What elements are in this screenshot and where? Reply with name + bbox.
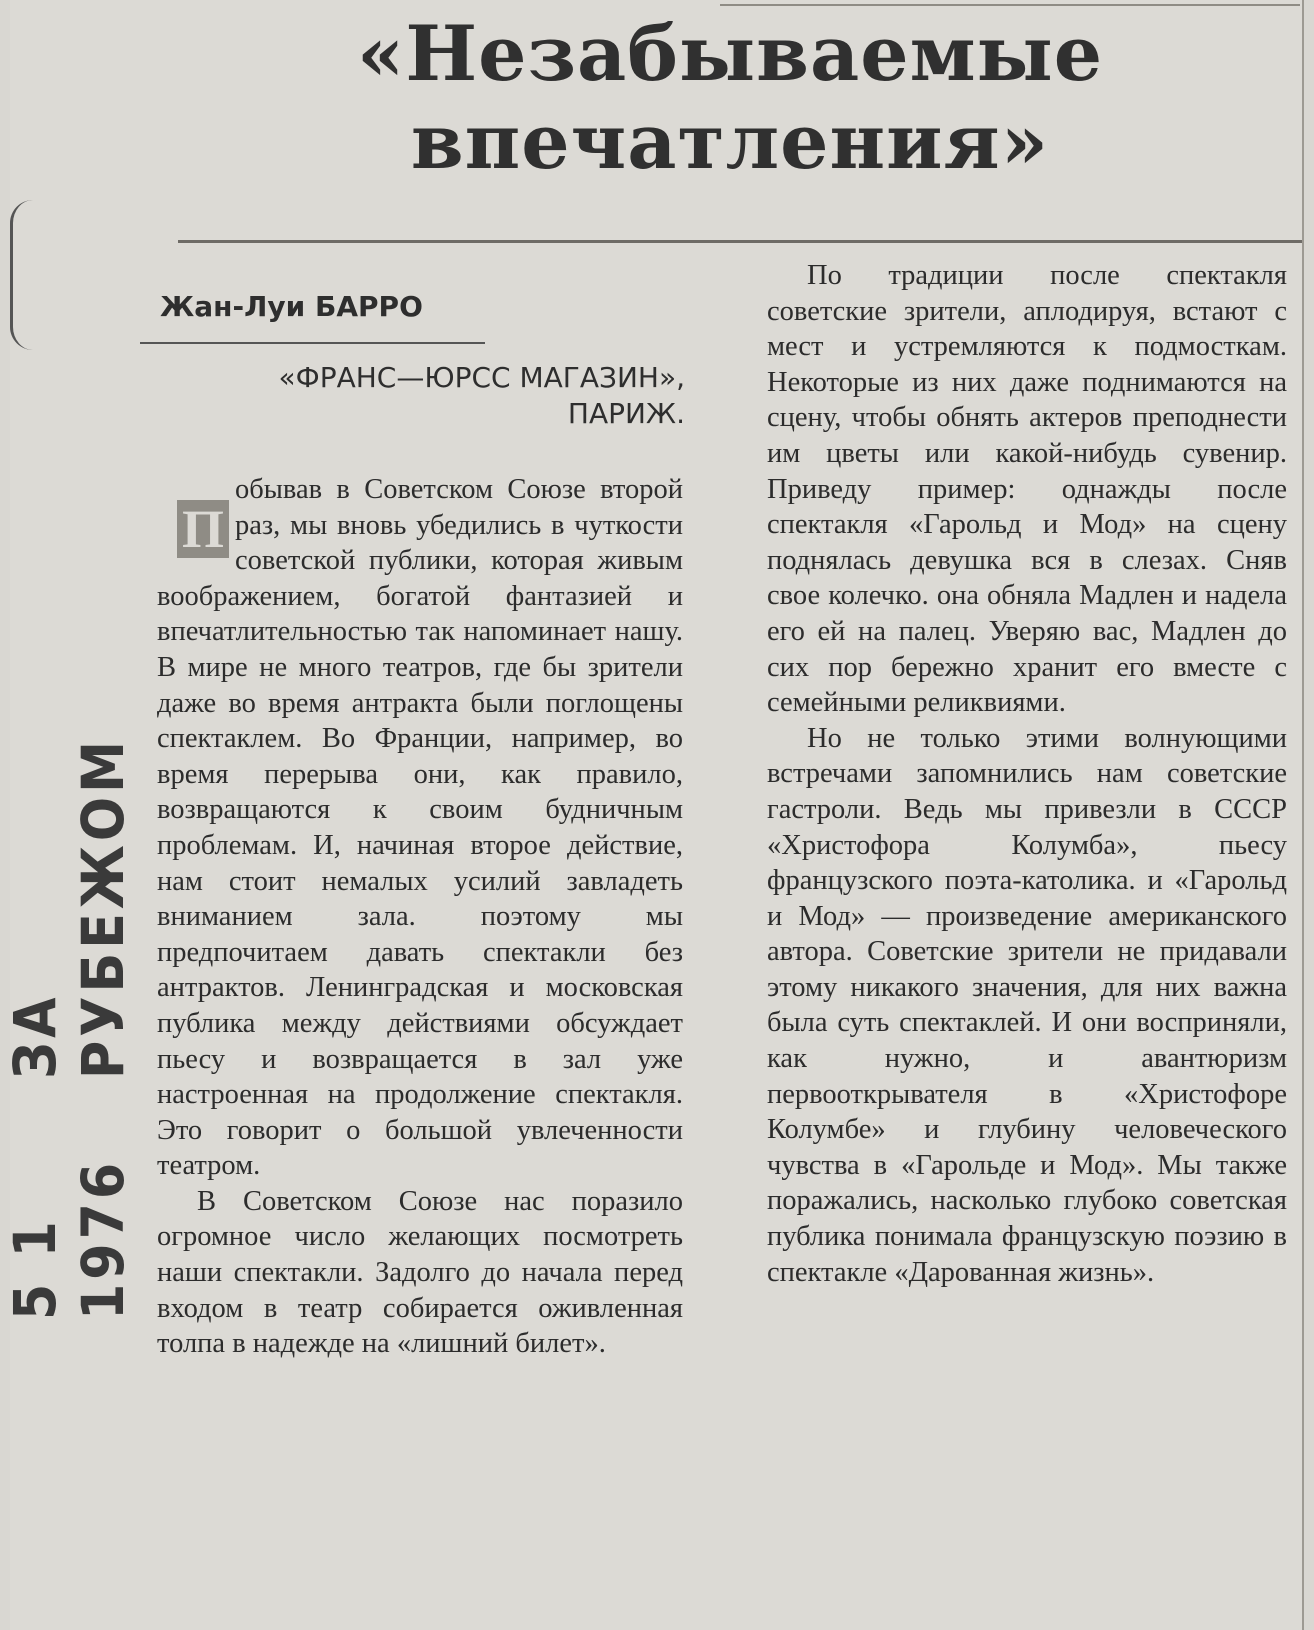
drop-cap: П [177, 500, 229, 558]
right-column [767, 258, 1287, 1290]
byline-rule [140, 342, 485, 344]
left-paragraph-1 [157, 472, 683, 1184]
left-paragraph-1-text: обывав в Советском Союзе второй раз, мы вновь убедились в чуткости советской публики, которая живым воображением, богатой фантазией и впечатлительностью так напоминает нашу. В мире не много театров, где бы зрители даже во время антракта были поглощены спектаклем. Во Франции, например, во время перерыва они, как правило, возвращаются к своим будничным проблемам. И, начиная второе действие, нам стоит немалых усилий завладеть вниманием зала. поэтому мы предпочитаем давать спектакли без антрактов. Ленинградская и московская публика между действиями обсуждает пьесу и возвращается в зал уже настроенная на продолжение спектакля. Это говорит о большой увлеченности театром. [157, 474, 683, 1182]
author-byline: Жан-Луи БАРРО [160, 290, 423, 323]
archive-stamp [1, 700, 137, 1320]
headline-rule [178, 240, 1302, 243]
article-headline: «Незабываемые впечатления» [356, 9, 1104, 186]
margin-mark [10, 200, 33, 350]
source-credit [160, 360, 685, 432]
left-column [157, 472, 683, 1362]
source-line-2: ПАРИЖ. [567, 397, 685, 430]
right-paragraph-2: Но не только этими волнующими встречами запомнились нам советские гастроли. Ведь мы привезли в СССР «Христофора Колумба», пьесу французского поэта-католика. и «Гарольд и Мод» — произведение американского автора. Советские зрители не придавали этому никакого значения, для них важна была суть спектаклей. И они восприняли, как нужно, и авантюризм первооткрывателя в «Христофоре Колумбе» и глубину человеческого чувства в «Гарольде и Мод». Мы также поражались, насколько глубоко советская публика понимала французскую поэзию в спектакле «Дарованная жизнь». [767, 722, 1287, 1288]
source-line-1: «ФРАНС—ЮРСС МАГАЗИН», [278, 361, 685, 394]
right-paragraph-1: По традиции после спектакля советские зрители, аплодируя, встают с мест и устремляются к подмосткам. Некоторые из них даже поднимаются на сцену, чтобы обнять актеров преподнести им цветы или какой-нибудь сувенир. Приведу пример: однажды после спектакля «Гарольд и Мод» на сцену поднялась девушка вся в слезах. Сняв свое колечко. она обняла Мадлен и надела его ей на палец. Уверяю вас, Мадлен до сих пор бережно хранит его вместе с семейными реликвиями. [767, 260, 1287, 719]
stamp-newspaper: ЗА РУБЕЖОМ [1, 736, 137, 1079]
clipping-edge [1302, 0, 1304, 1630]
left-paragraph-2: В Советском Союзе нас поразило огромное число желающих посмотреть наши спектакли. Задолго до начала перед входом в театр собирается оживленная толпа в надежде на «лишний билет». [157, 1185, 683, 1360]
top-rule [720, 4, 1300, 6]
stamp-date: 5 1 1976 [1, 1158, 137, 1320]
